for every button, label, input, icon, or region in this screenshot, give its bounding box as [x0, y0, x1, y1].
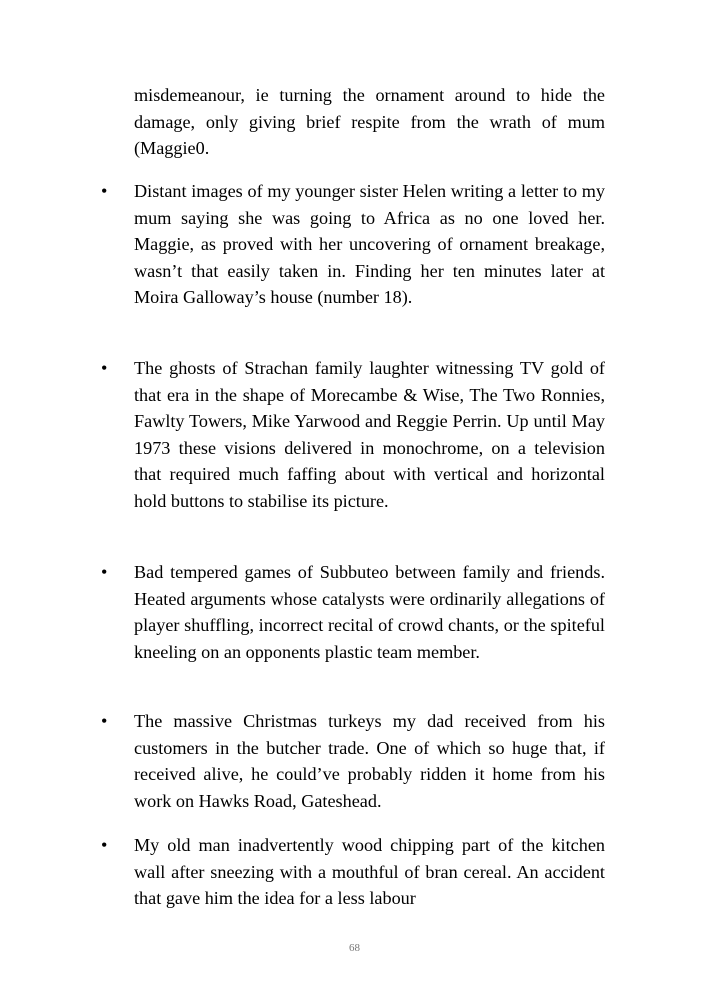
bullet-text: The ghosts of Strachan family laughter witnessing TV gold of that era in the shape of Morecambe & Wise, The Two Ronnies, Fawlty Towers, Mike Yarwood and Reggie Perrin. Up until May 1973 these visions delivered in monochrome, on a television that required much faffing about with vertical and horizontal hold buttons to stabilise its picture. [134, 358, 605, 511]
bullet-text: Bad tempered games of Subbuteo between family and friends. Heated arguments whose catalysts were ordinarily allegations of player shuffling, incorrect recital of crowd chants, or the spiteful kneeling on an opponents plastic team member. [134, 562, 605, 662]
bullet-text: My old man inadvertently wood chipping part of the kitchen wall after sneezing with a mouthful of bran cereal. An accident that gave him the idea for a less labour [134, 835, 605, 909]
bullet-icon: • [101, 181, 108, 201]
bullet-icon: • [101, 835, 108, 855]
bullet-icon: • [101, 358, 108, 378]
bullet-icon: • [101, 562, 108, 582]
bullet-icon: • [101, 711, 108, 731]
page-number: 68 [349, 942, 360, 954]
bullet-text: The massive Christmas turkeys my dad received from his customers in the butcher trade. One of which so huge that, if received alive, he could’ve probably ridden it home from his work on Hawks Road, Gateshead. [134, 711, 605, 811]
bullet-text: Distant images of my younger sister Helen writing a letter to my mum saying she was going to Africa as no one loved her. Maggie, as proved with her uncovering of ornament breakage, wasn’t that easily taken in. Finding her ten minutes later at Moira Galloway’s house (number 18). [134, 181, 605, 308]
continuation-paragraph: misdemeanour, ie turning the ornament around to hide the damage, only giving brief respite from the wrath of mum (Maggie0. [134, 85, 605, 159]
